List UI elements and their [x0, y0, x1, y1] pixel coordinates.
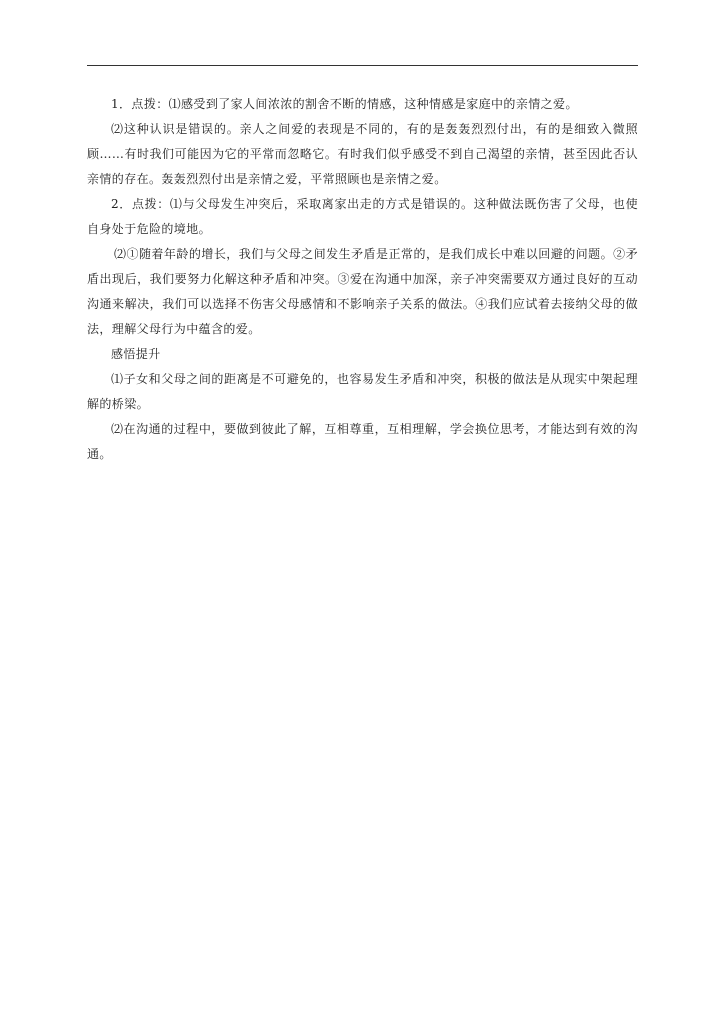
insight-paragraph-1: ⑴子女和父母之间的距离是不可避免的，也容易发生矛盾和冲突，积极的做法是从现实中架起理解的桥梁。: [87, 372, 638, 411]
answer-content: [87, 92, 638, 467]
header-rule: [87, 65, 638, 66]
paragraph-2-q1: 2．点拨：⑴与父母发生冲突后，采取离家出走的方式是错误的。这种做法既伤害了父母，也使自身处于危险的境地。: [87, 197, 638, 236]
paragraph-1-q2: ⑵这种认识是错误的。亲人之间爱的表现是不同的，有的是轰轰烈烈付出，有的是细致入微照顾……有时我们可能因为它的平常而忽略它。有时我们似乎感受不到自己渴望的亲情，甚至因此否认亲情的存在。轰轰烈烈付出是亲情之爱，平常照顾也是亲情之爱。: [87, 122, 638, 186]
section-heading: 感悟提升: [111, 347, 161, 361]
insight-paragraph-2: ⑵在沟通的过程中，要做到彼此了解，互相尊重，互相理解，学会换位思考，才能达到有效的沟通。: [87, 422, 638, 461]
paragraph-1-q1: 1．点拨：⑴感受到了家人间浓浓的割舍不断的情感，这种情感是家庭中的亲情之爱。: [111, 97, 578, 111]
paragraph-2-q2: ⑵①随着年龄的增长，我们与父母之间发生矛盾是正常的，是我们成长中难以回避的问题。②矛盾出现后，我们要努力化解这种矛盾和冲突。③爱在沟通中加深，亲子冲突需要双方通过良好的互动沟通来解决，我们可以选择不伤害父母感情和不影响亲子关系的做法。④我们应试着去接纳父母的做法，理解父母行为中蕴含的爱。: [87, 247, 638, 336]
